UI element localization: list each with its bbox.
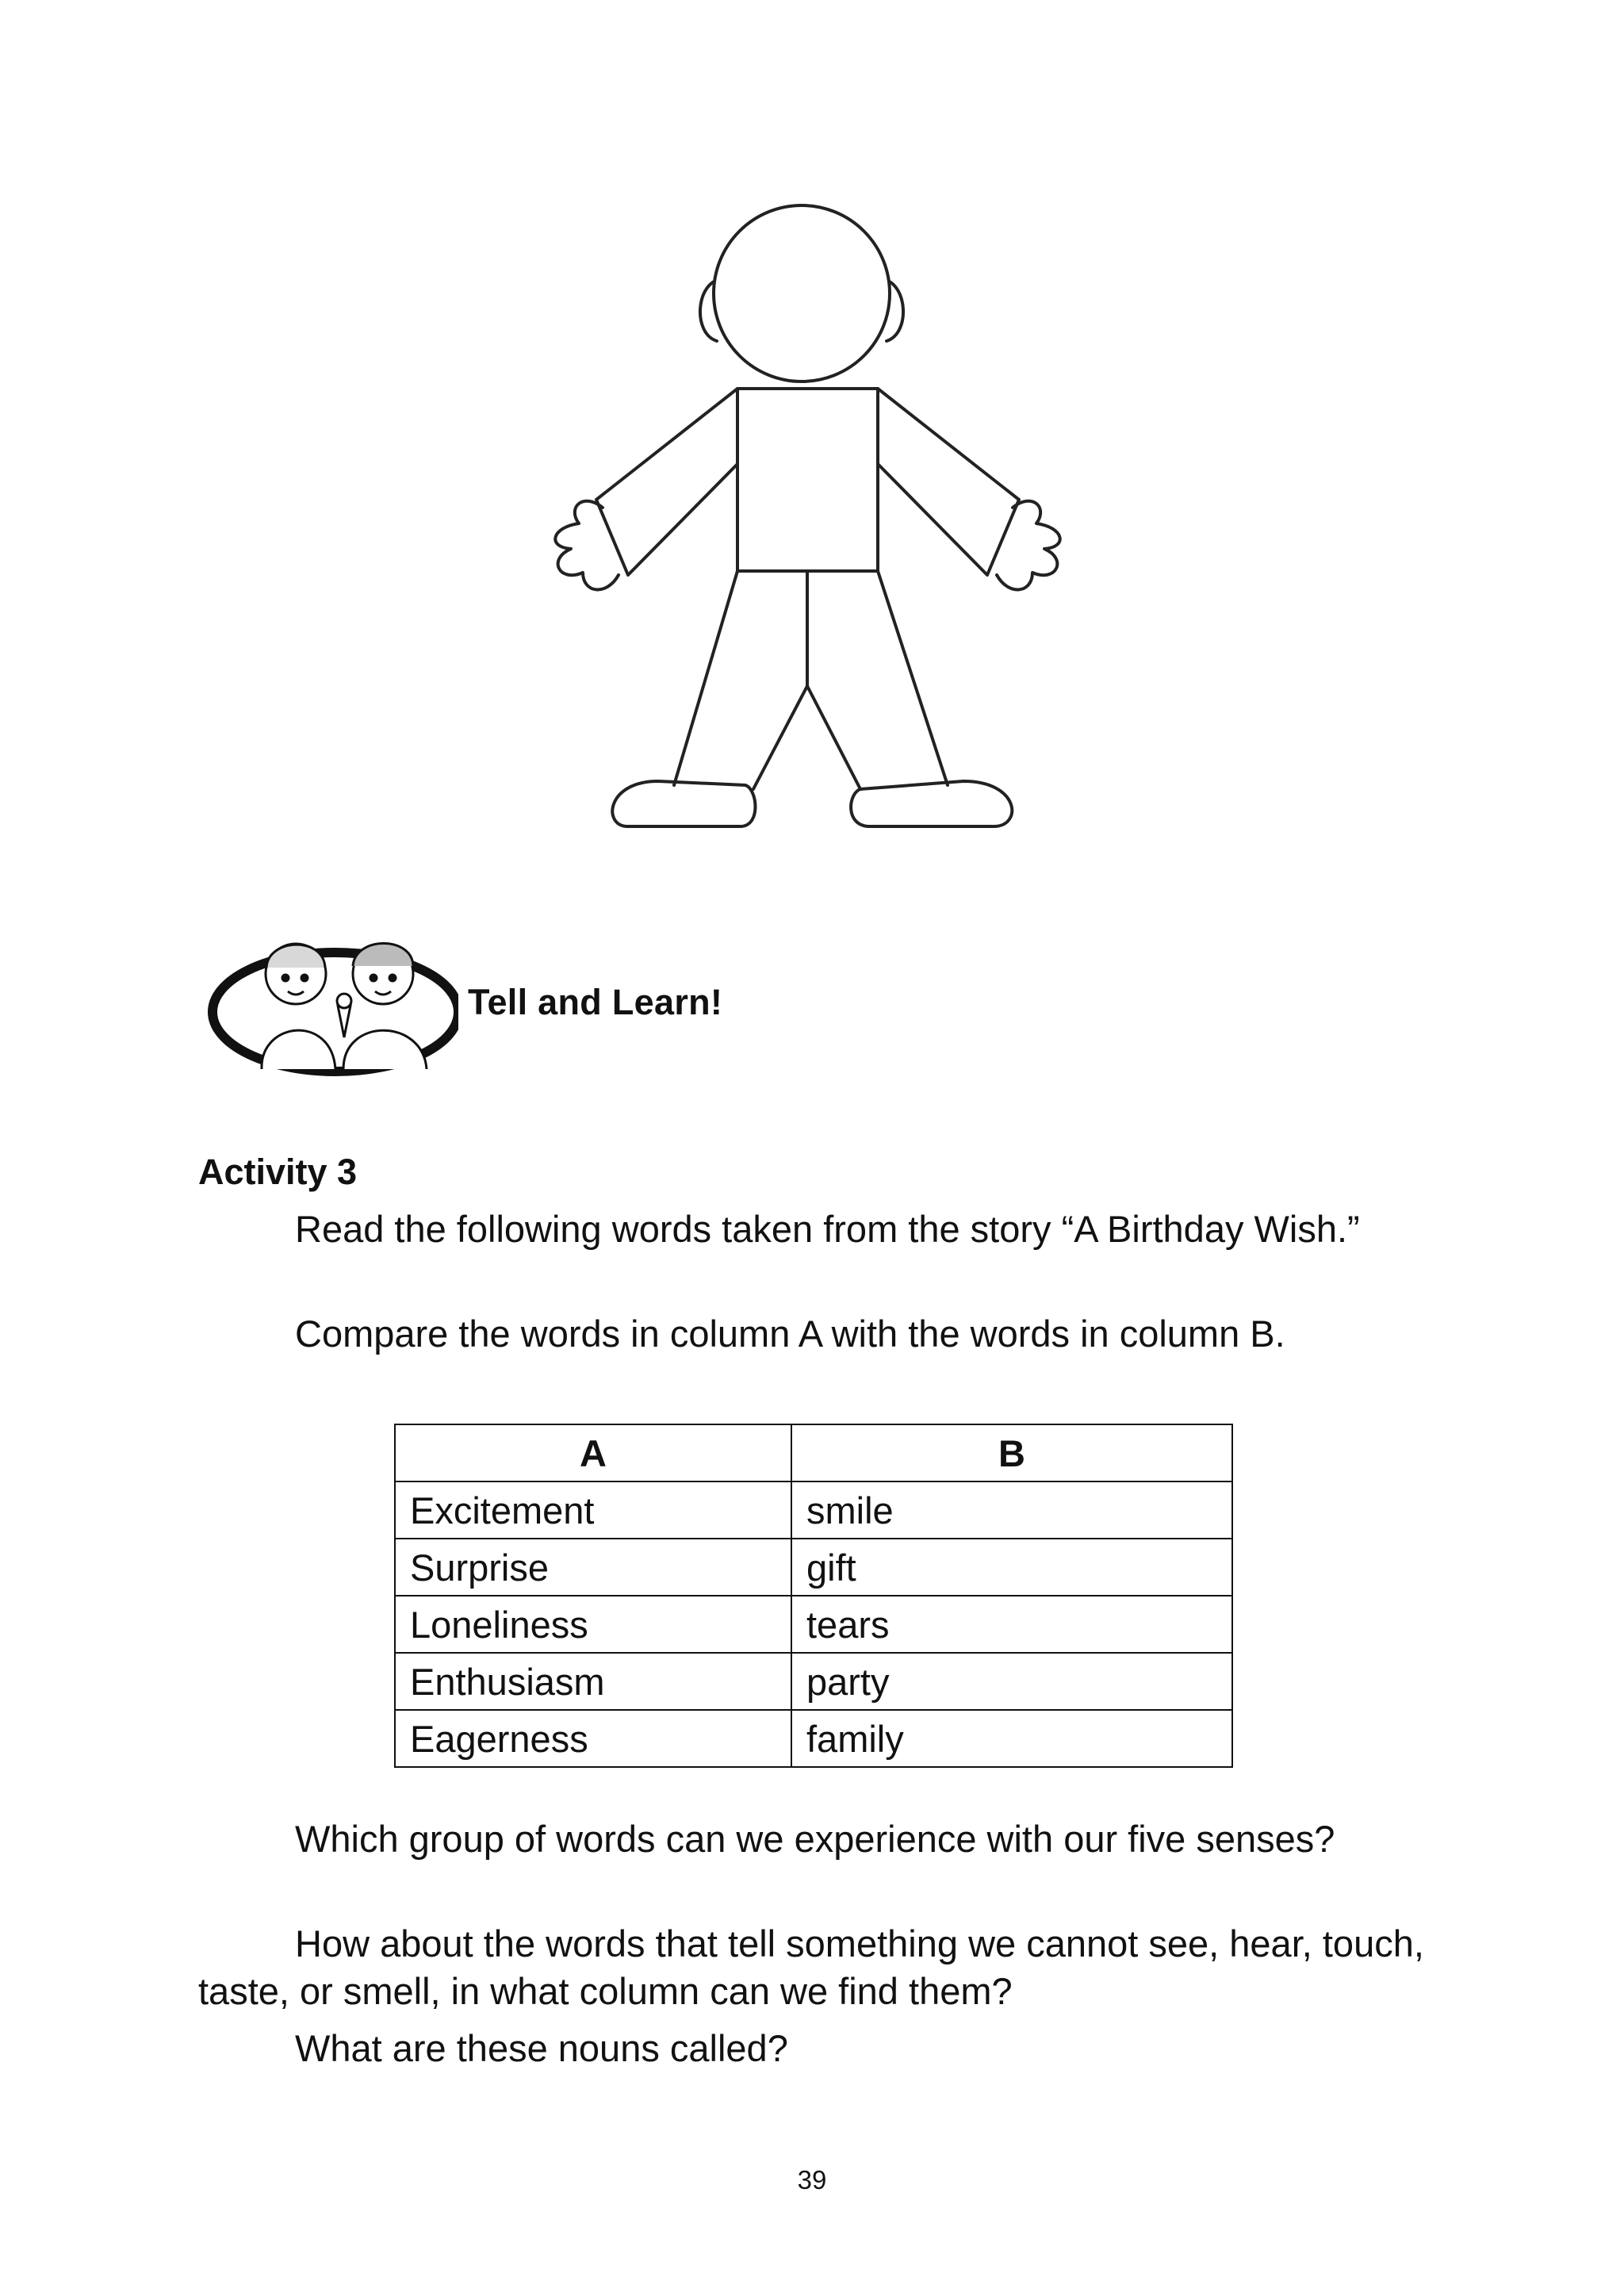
question-text: How about the words that tell something we cannot see, hear, touch, taste, or smell, in what column can we find them? (198, 1922, 1424, 2012)
question-text: What are these nouns called? (295, 2027, 788, 2069)
column-a-cell: Excitement (395, 1481, 791, 1539)
boy-outline-drawing (515, 186, 1110, 861)
column-a-cell: Surprise (395, 1539, 791, 1596)
column-a-cell: Loneliness (395, 1596, 791, 1653)
section-title: Tell and Learn! (468, 982, 723, 1022)
activity-title: Activity 3 (198, 1152, 358, 1192)
instruction-text: Compare the words in column A with the words in column B. (295, 1313, 1285, 1355)
column-b-cell: family (791, 1710, 1232, 1767)
instruction-paragraph (198, 1205, 1435, 1253)
word-comparison-table (394, 1424, 1233, 1768)
table-row (395, 1596, 1232, 1653)
column-b-cell: gift (791, 1539, 1232, 1596)
question-text: Which group of words can we experience with our five senses? (295, 1818, 1335, 1860)
question-paragraph (198, 1815, 1435, 1863)
table-row (395, 1481, 1232, 1539)
instruction-paragraph (198, 1310, 1435, 1358)
column-b-header: B (791, 1424, 1232, 1481)
table-header-row (395, 1424, 1232, 1481)
table-row (395, 1710, 1232, 1767)
column-a-cell: Enthusiasm (395, 1653, 791, 1710)
column-a-cell: Eagerness (395, 1710, 791, 1767)
column-a-header: A (395, 1424, 791, 1481)
column-b-cell: tears (791, 1596, 1232, 1653)
table-row (395, 1539, 1232, 1596)
instruction-text: Read the following words taken from the story “A Birthday Wish.” (295, 1208, 1360, 1250)
column-b-cell: party (791, 1653, 1232, 1710)
question-paragraph (198, 1920, 1435, 2015)
question-paragraph (198, 2025, 1435, 2072)
table-row (395, 1653, 1232, 1710)
children-talking-icon (205, 918, 458, 1081)
page-number: 39 (797, 2165, 827, 2194)
column-b-cell: smile (791, 1481, 1232, 1539)
